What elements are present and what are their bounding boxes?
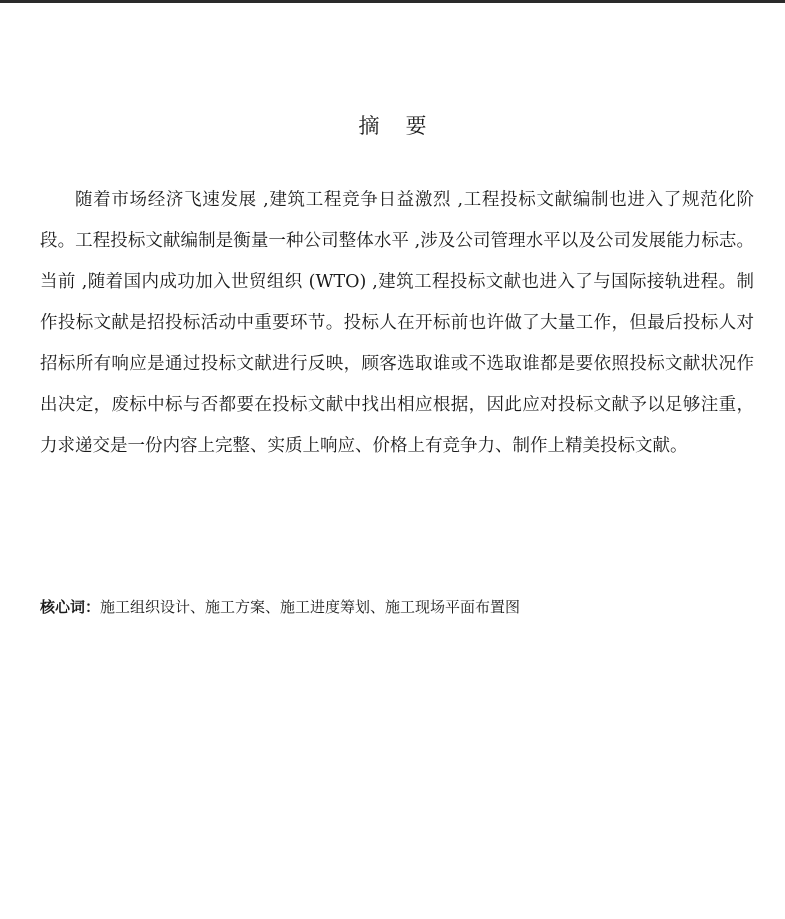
abstract-title-char-2: 要 (405, 114, 427, 138)
abstract-title-char-1: 摘 (358, 114, 380, 138)
keywords-text: 施工组织设计、施工方案、施工进度筹划、施工现场平面布置图 (100, 598, 521, 616)
top-border-rule (0, 0, 785, 3)
abstract-body-text: 随着市场经济飞速发展 ,建筑工程竞争日益激烈 ,工程投标文献编制也进入了规范化阶段。工程投标文献编制是衡量一种公司整体水平 ,涉及公司管理水平以及公司发展能力标志。当前 ,随着国内成功加入世贸组织 (WTO) ,建筑工程投标文献也进入了与国际接轨进程。制作投标文献是招投标活动中重要环节。投标人在开标前也许做了大量工作，但最后投标人对招标所有响应是通过投标文献进行反映，顾客选取谁或不选取谁都是要依照投标文献状况作出决定，废标中标与否都要在投标文献中找出相应根据，因此应对投标文献予以足够注重，力求递交是一份内容上完整、实质上响应、价格上有竞争力、制作上精美投标文献。 (40, 190, 754, 456)
keywords-label: 核心词： (40, 598, 101, 616)
keywords-line (40, 595, 754, 619)
abstract-title (0, 110, 785, 140)
